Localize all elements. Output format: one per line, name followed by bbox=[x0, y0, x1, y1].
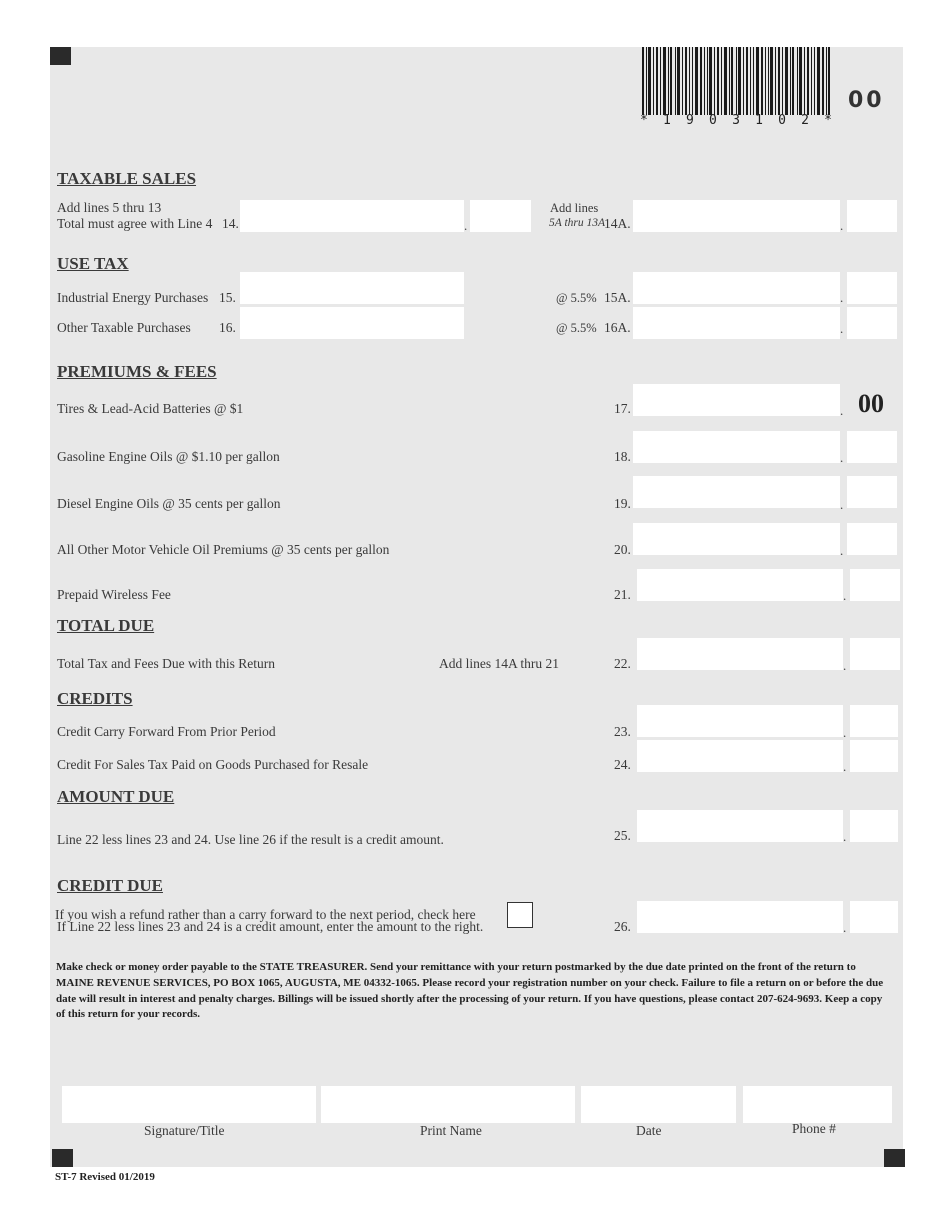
line-14a-prefix-1: Add lines bbox=[550, 201, 599, 215]
line-16-desc: Other Taxable Purchases bbox=[57, 320, 191, 335]
payment-instructions: Make check or money order payable to the STATE TREASURER. Send your remittance with your return postmarked by the due date printed on the front of the return to MAINE REVENUE SERVICES, PO BOX 1065, AUGUSTA, ME 04332-1065. Please record your registration number on your check. Failure to file a return on or before the due date will result in interest and penalty charges. Billings will be issued shortly after the processing of your return. If you have questions, please contact 207-624-9693. Keep a copy of this return for your records. bbox=[56, 961, 884, 1021]
line-15a-cents-input[interactable] bbox=[847, 272, 897, 304]
line-22-dollars-input[interactable] bbox=[637, 638, 843, 670]
line-17-number: 17. bbox=[614, 401, 631, 416]
line-20-desc: All Other Motor Vehicle Oil Premiums @ 35 cents per gallon bbox=[57, 542, 390, 557]
line-21-desc: Prepaid Wireless Fee bbox=[57, 587, 171, 602]
line-23-number: 23. bbox=[614, 724, 631, 739]
phone-label: Phone # bbox=[792, 1121, 836, 1136]
line-24-decimal: . bbox=[843, 759, 847, 774]
line-22-number: 22. bbox=[614, 656, 631, 671]
date-input[interactable] bbox=[581, 1086, 736, 1123]
line-14a-prefix-2: 5A thru 13A bbox=[549, 217, 606, 229]
line-15-number: 15. bbox=[219, 290, 236, 305]
line-14a-cents-input[interactable] bbox=[847, 200, 897, 232]
barcode-text: * 1 9 0 3 1 0 2 * bbox=[640, 113, 832, 128]
line-15a-dollars-input[interactable] bbox=[633, 272, 840, 304]
print-name-input[interactable] bbox=[321, 1086, 575, 1123]
section-taxable-sales: TAXABLE SALES bbox=[57, 169, 197, 188]
phone-input[interactable] bbox=[743, 1086, 892, 1123]
line-25-number: 25. bbox=[614, 828, 631, 843]
line-15a-number: 15A. bbox=[604, 290, 631, 305]
line-21-dollars-input[interactable] bbox=[637, 569, 843, 601]
line-23-cents-input[interactable] bbox=[850, 705, 898, 737]
line-22-cents-input[interactable] bbox=[850, 638, 900, 670]
line-21-cents-input[interactable] bbox=[850, 569, 900, 601]
line-23-desc: Credit Carry Forward From Prior Period bbox=[57, 724, 276, 739]
line-16a-decimal: . bbox=[840, 321, 844, 336]
line-24-number: 24. bbox=[614, 757, 631, 772]
line-17-cents: 00 bbox=[858, 389, 884, 418]
line-21-decimal: . bbox=[843, 588, 847, 603]
line-16a-number: 16A. bbox=[604, 320, 631, 335]
section-total-due: TOTAL DUE bbox=[57, 616, 155, 635]
registration-mark-top-left bbox=[50, 47, 71, 65]
line-21-number: 21. bbox=[614, 587, 631, 602]
print-name-label: Print Name bbox=[420, 1123, 482, 1138]
registration-mark-bottom-right bbox=[884, 1149, 905, 1167]
line-26-decimal: . bbox=[843, 920, 847, 935]
line-15-desc: Industrial Energy Purchases bbox=[57, 290, 209, 305]
line-23-dollars-input[interactable] bbox=[637, 705, 843, 737]
line-18-dollars-input[interactable] bbox=[633, 431, 840, 463]
line-20-dollars-input[interactable] bbox=[633, 523, 840, 555]
line-15a-rate: @ 5.5% bbox=[556, 291, 597, 305]
line-18-cents-input[interactable] bbox=[847, 431, 897, 463]
line-26-desc-1: If you wish a refund rather than a carry forward to the next period, check here bbox=[55, 907, 476, 922]
registration-mark-bottom-left bbox=[52, 1149, 73, 1167]
line-14-cents-input[interactable] bbox=[470, 200, 531, 232]
line-18-number: 18. bbox=[614, 449, 631, 464]
line-19-desc: Diesel Engine Oils @ 35 cents per gallon bbox=[57, 496, 281, 511]
line-24-dollars-input[interactable] bbox=[637, 740, 843, 772]
line-26-desc-2: If Line 22 less lines 23 and 24 is a credit amount, enter the amount to the right. bbox=[57, 919, 484, 934]
line-23-decimal: . bbox=[843, 725, 847, 740]
line-26-cents-input[interactable] bbox=[850, 901, 898, 933]
section-use-tax: USE TAX bbox=[57, 254, 129, 273]
section-amount-due: AMOUNT DUE bbox=[57, 787, 175, 806]
line-20-cents-input[interactable] bbox=[847, 523, 897, 555]
form-code: 00 bbox=[848, 88, 885, 113]
line-19-cents-input[interactable] bbox=[847, 476, 897, 508]
barcode bbox=[642, 47, 830, 115]
line-14-number: 14. bbox=[222, 216, 239, 231]
line-16a-dollars-input[interactable] bbox=[633, 307, 840, 339]
line-20-decimal: . bbox=[840, 543, 844, 558]
line-16-input[interactable] bbox=[240, 307, 464, 339]
line-24-desc: Credit For Sales Tax Paid on Goods Purchased for Resale bbox=[57, 757, 369, 772]
line-25-decimal: . bbox=[843, 829, 847, 844]
line-25-cents-input[interactable] bbox=[850, 810, 898, 842]
line-14a-number: 14A. bbox=[604, 216, 631, 231]
line-24-cents-input[interactable] bbox=[850, 740, 898, 772]
line-16-number: 16. bbox=[219, 320, 236, 335]
line-22-note: Add lines 14A thru 21 bbox=[439, 656, 559, 671]
date-label: Date bbox=[636, 1123, 662, 1138]
line-18-desc: Gasoline Engine Oils @ $1.10 per gallon bbox=[57, 449, 280, 464]
line-25-desc: Line 22 less lines 23 and 24. Use line 26 if the result is a credit amount. bbox=[57, 832, 444, 847]
line-17-dollars-input[interactable] bbox=[633, 384, 840, 416]
line-16a-cents-input[interactable] bbox=[847, 307, 897, 339]
line-16a-rate: @ 5.5% bbox=[556, 321, 597, 335]
line-19-decimal: . bbox=[840, 497, 844, 512]
signature-title-label: Signature/Title bbox=[144, 1123, 225, 1138]
line-22-decimal: . bbox=[843, 658, 847, 673]
line-26-dollars-input[interactable] bbox=[637, 901, 843, 933]
line-15-input[interactable] bbox=[240, 272, 464, 304]
signature-title-input[interactable] bbox=[62, 1086, 316, 1123]
line-14-decimal: . bbox=[464, 218, 468, 233]
line-14-dollars-input[interactable] bbox=[240, 200, 464, 232]
line-25-dollars-input[interactable] bbox=[637, 810, 843, 842]
line-20-number: 20. bbox=[614, 542, 631, 557]
line-14a-decimal: . bbox=[840, 218, 844, 233]
line-19-dollars-input[interactable] bbox=[633, 476, 840, 508]
section-credits: CREDITS bbox=[57, 689, 133, 708]
line-26-number: 26. bbox=[614, 919, 631, 934]
line-14-desc-2: Total must agree with Line 4 bbox=[57, 216, 213, 231]
line-19-number: 19. bbox=[614, 496, 631, 511]
section-credit-due: CREDIT DUE bbox=[57, 876, 163, 895]
line-17-desc: Tires & Lead-Acid Batteries @ $1 bbox=[57, 401, 244, 416]
line-17-decimal: . bbox=[840, 403, 844, 418]
form-revision: ST-7 Revised 01/2019 bbox=[55, 1171, 155, 1183]
line-22-desc: Total Tax and Fees Due with this Return bbox=[57, 656, 275, 671]
line-14a-dollars-input[interactable] bbox=[633, 200, 840, 232]
line-18-decimal: . bbox=[840, 450, 844, 465]
section-premiums-fees: PREMIUMS & FEES bbox=[57, 362, 217, 381]
line-15a-decimal: . bbox=[840, 290, 844, 305]
line-14-desc-1: Add lines 5 thru 13 bbox=[57, 200, 162, 215]
refund-checkbox[interactable] bbox=[507, 902, 533, 928]
